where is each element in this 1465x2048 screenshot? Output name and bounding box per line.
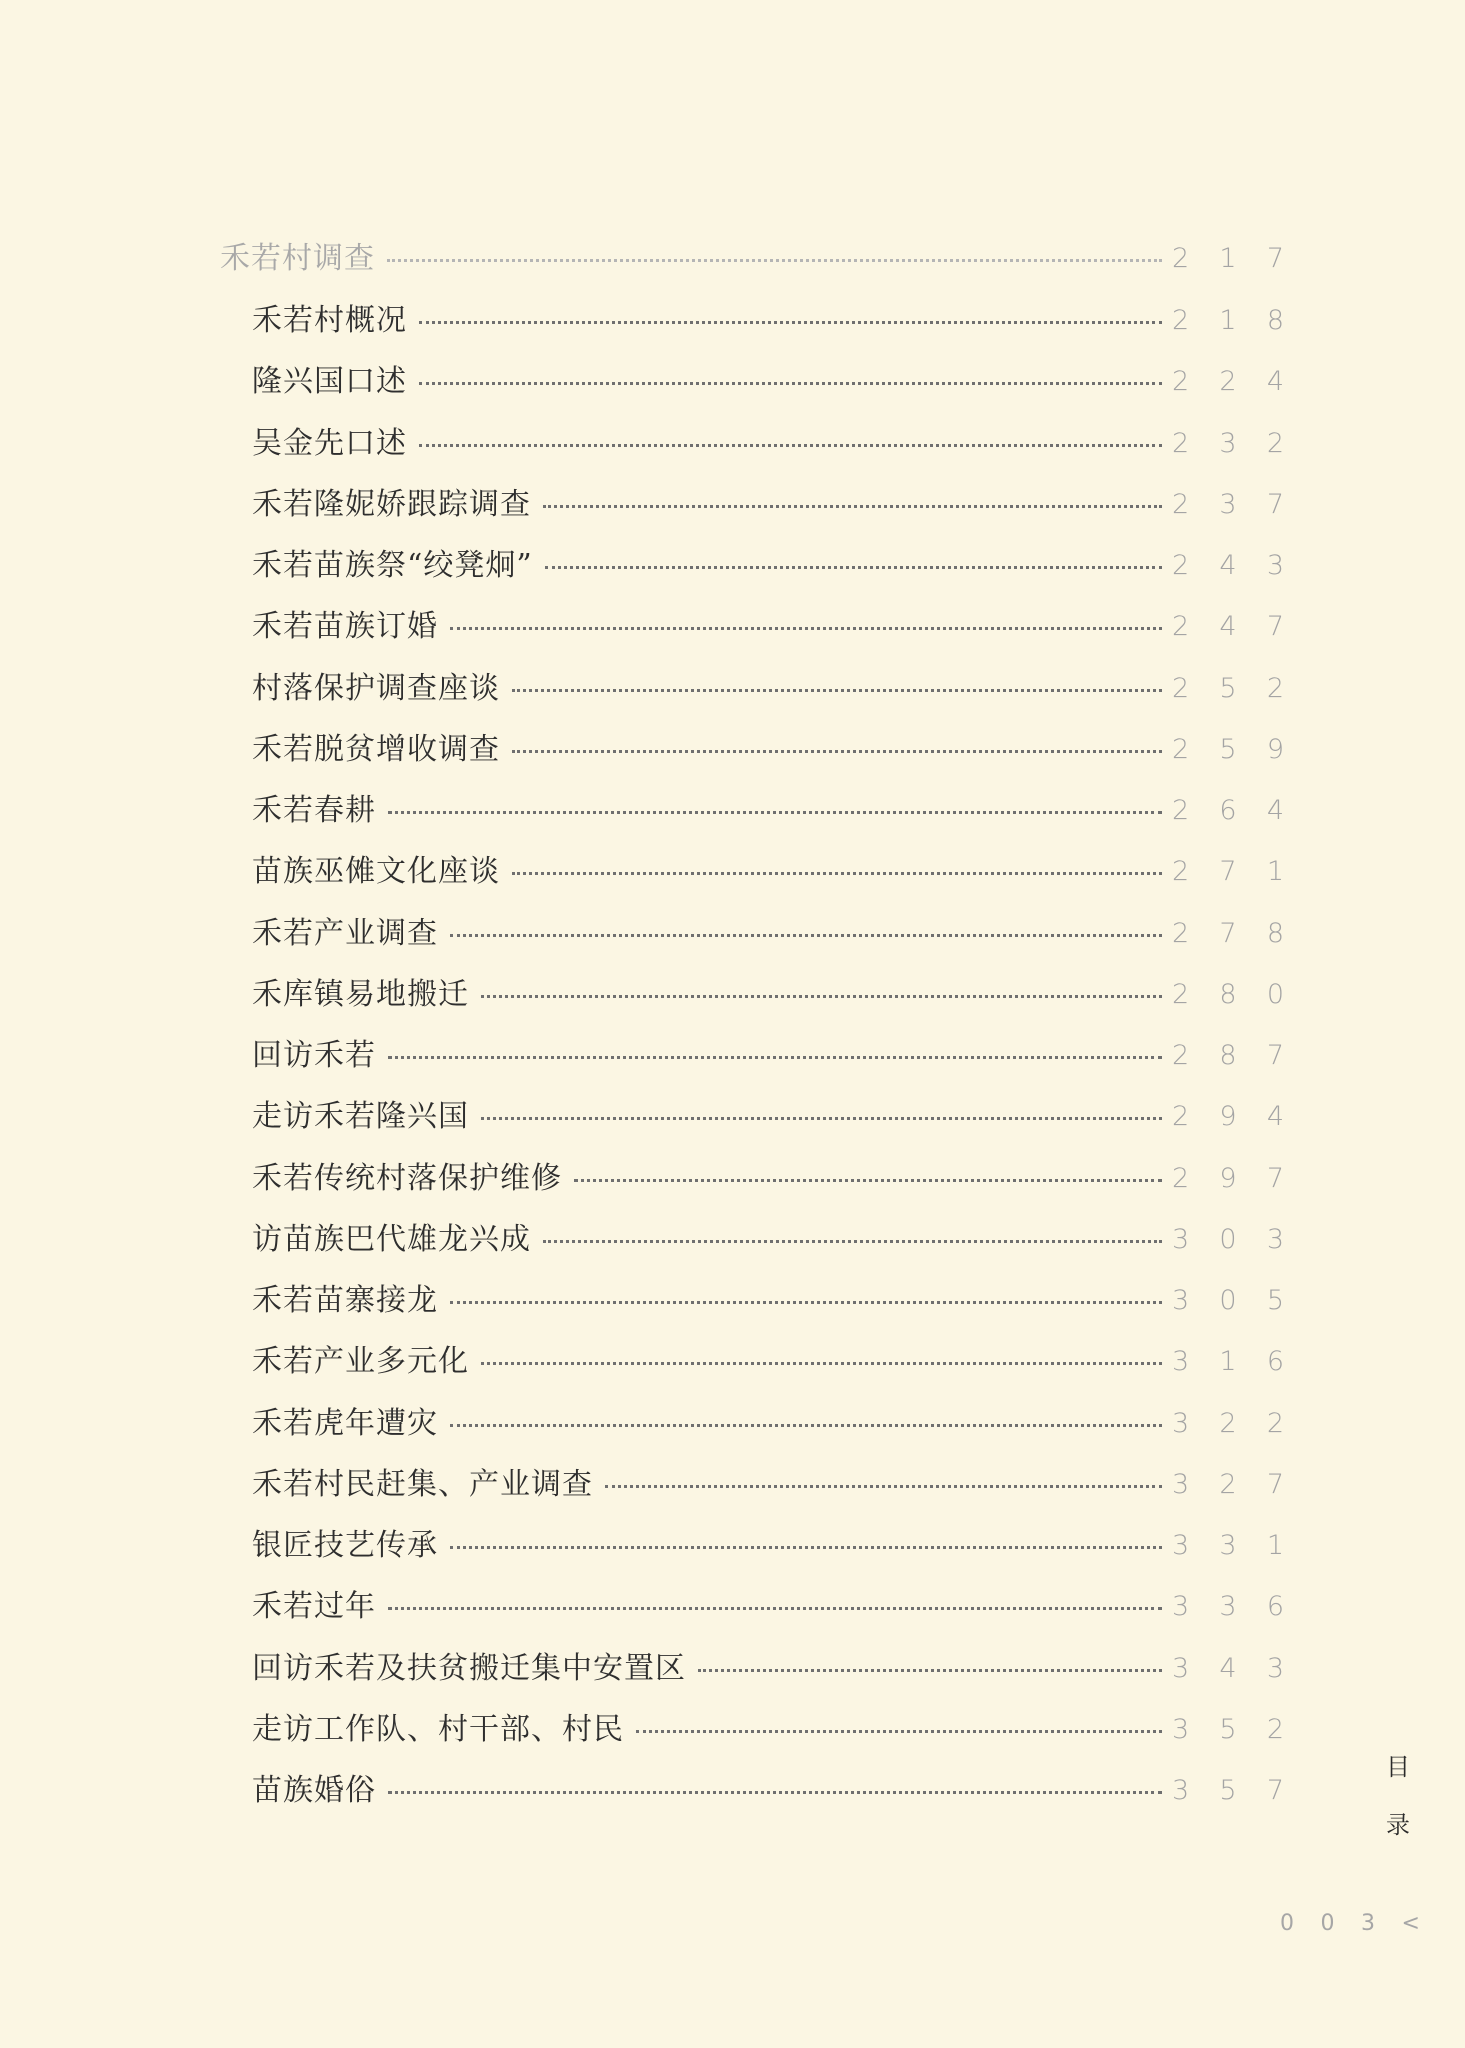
page-digit: 2	[1172, 1040, 1190, 1071]
toc-entry-title: 银匠技艺传承	[252, 1528, 438, 1563]
toc-entry-page	[1172, 970, 1284, 1020]
toc-entry-leader	[605, 1485, 1162, 1488]
toc-part-heading[interactable]	[0, 234, 1465, 284]
page-digit: 4	[1266, 366, 1284, 398]
page-digit: 9	[1219, 1162, 1237, 1194]
toc-entry[interactable]	[0, 1215, 1465, 1265]
page-digit: 6	[1266, 1346, 1284, 1378]
page-digit: 3	[1172, 1468, 1190, 1500]
side-label-char: 目	[1386, 1753, 1410, 1781]
page-digit: 8	[1266, 305, 1284, 336]
toc-entry-leader	[388, 1791, 1162, 1794]
page-digit: 2	[1172, 427, 1190, 459]
toc-entry-page	[1172, 1399, 1284, 1449]
toc-entry-leader	[450, 934, 1162, 937]
page-digit: 3	[1266, 1652, 1284, 1684]
page-digit: 1	[1266, 856, 1284, 888]
toc-entry-page	[1172, 1705, 1284, 1755]
toc-entry-page	[1172, 1766, 1284, 1816]
page-digit: 2	[1172, 611, 1190, 643]
page-digit: 5	[1219, 1775, 1237, 1806]
toc-entry-page	[1172, 1154, 1284, 1204]
page-digit: 2	[1172, 1101, 1190, 1133]
toc-entry-page	[1172, 664, 1284, 714]
toc-entry-page	[1172, 541, 1284, 591]
page-digit: 7	[1266, 488, 1284, 520]
toc-entry[interactable]	[0, 909, 1465, 959]
toc-entry-page	[1172, 847, 1284, 897]
toc-entry-leader	[450, 1424, 1162, 1427]
toc-part-heading-leader	[387, 259, 1162, 262]
page-digit: 5	[1219, 733, 1237, 765]
toc-entry-title: 禾若过年	[252, 1589, 376, 1625]
toc-entry-title: 禾若隆妮娇跟踪调查	[252, 486, 531, 522]
page-digit: 2	[1172, 1162, 1190, 1194]
toc-part-heading-page	[1172, 234, 1284, 284]
toc-entry-page	[1172, 602, 1284, 652]
page-digit: 3	[1172, 1530, 1190, 1561]
toc-entry-leader	[481, 995, 1162, 998]
toc-entry-title: 禾若苗寨接龙	[252, 1283, 438, 1318]
page-digit: 7	[1266, 243, 1284, 274]
page-digit: 3	[1172, 1346, 1190, 1378]
toc-entry[interactable]	[0, 847, 1465, 897]
toc-entry-leader	[481, 1117, 1162, 1120]
page-digit: 7	[1266, 1040, 1284, 1071]
folio-arrow-icon: <	[1401, 1911, 1420, 1936]
toc-entry-leader	[388, 811, 1162, 814]
toc-entry-leader	[512, 689, 1162, 692]
page-digit: 3	[1219, 1591, 1237, 1623]
toc-entry[interactable]	[0, 1582, 1465, 1632]
toc-entry-leader	[419, 321, 1162, 324]
page-digit: 5	[1219, 1713, 1237, 1745]
toc-entry-title: 回访禾若及扶贫搬迁集中安置区	[252, 1650, 686, 1686]
page-digit: 3	[1266, 550, 1284, 581]
side-label-contents	[1380, 1747, 1416, 1863]
toc-entry[interactable]	[0, 786, 1465, 836]
side-label-char: 录	[1386, 1811, 1410, 1839]
toc-entry-leader	[574, 1179, 1162, 1182]
toc-entry-page	[1172, 357, 1284, 407]
toc-entry-page	[1172, 1215, 1284, 1265]
toc-entry-title: 隆兴国口述	[252, 364, 407, 400]
toc-entry-leader	[450, 1546, 1162, 1549]
page-digit: 2	[1219, 1407, 1237, 1439]
page-digit: 3	[1219, 1530, 1237, 1561]
toc-entry-title: 回访禾若	[252, 1038, 376, 1073]
toc-entry-title: 禾若村民赶集、产业调查	[252, 1466, 593, 1502]
page-digit: 6	[1219, 795, 1237, 826]
page-digit: 0	[1219, 1223, 1237, 1255]
page-digit: 3	[1172, 1713, 1190, 1745]
toc-entry-title: 禾若村概况	[252, 303, 407, 338]
toc-entry[interactable]	[0, 1092, 1465, 1142]
page-digit: 1	[1219, 1346, 1237, 1378]
page-digit: 7	[1266, 611, 1284, 643]
toc-entry[interactable]	[0, 1705, 1465, 1755]
page-digit: 3	[1172, 1223, 1190, 1255]
toc-entry-title: 禾若春耕	[252, 793, 376, 828]
page-digit: 2	[1172, 305, 1190, 336]
toc-entry[interactable]	[0, 970, 1465, 1020]
folio-digit: 3	[1361, 1911, 1376, 1936]
page-digit: 0	[1266, 978, 1284, 1010]
page-digit: 3	[1266, 1223, 1284, 1255]
page-digit: 1	[1219, 243, 1237, 274]
toc-entry-title: 走访禾若隆兴国	[252, 1099, 469, 1135]
page-digit: 3	[1219, 488, 1237, 520]
toc-entry-page	[1172, 1460, 1284, 1510]
toc-entry[interactable]	[0, 1337, 1465, 1387]
page-digit: 2	[1172, 856, 1190, 888]
toc-entry-page	[1172, 1276, 1284, 1326]
toc-entry-leader	[543, 1240, 1162, 1243]
page-digit: 4	[1266, 1101, 1284, 1133]
page-digit: 2	[1172, 243, 1190, 274]
toc-entry-page	[1172, 1521, 1284, 1571]
page-folio	[1280, 1904, 1420, 1944]
page-digit: 3	[1172, 1775, 1190, 1806]
toc-entry-title: 村落保护调查座谈	[252, 670, 500, 706]
toc-entry-leader	[450, 1301, 1162, 1304]
page-digit: 5	[1219, 672, 1237, 704]
page-digit: 2	[1219, 1468, 1237, 1500]
toc-entry-page	[1172, 1644, 1284, 1694]
toc-entry-leader	[419, 382, 1162, 385]
folio-digit: 0	[1280, 1911, 1294, 1936]
page-digit: 3	[1172, 1591, 1190, 1623]
toc-entry[interactable]	[0, 602, 1465, 652]
page-digit: 2	[1266, 1407, 1284, 1439]
toc-entry-title: 禾若传统村落保护维修	[252, 1160, 562, 1196]
toc-entry-title: 禾若产业多元化	[252, 1344, 469, 1380]
toc-entry-title: 苗族巫傩文化座谈	[252, 854, 500, 890]
toc-entry-title: 禾若苗族祭“绞凳炯”	[252, 548, 533, 583]
page-digit: 2	[1172, 733, 1190, 765]
page-digit: 2	[1266, 1713, 1284, 1745]
toc-entry[interactable]	[0, 1766, 1465, 1816]
toc-entry[interactable]	[0, 1154, 1465, 1204]
page-digit: 7	[1266, 1162, 1284, 1194]
page-digit: 2	[1266, 672, 1284, 704]
page-digit: 2	[1172, 917, 1190, 949]
page-digit: 2	[1172, 978, 1190, 1010]
page-digit: 3	[1172, 1407, 1190, 1439]
toc-entry-title: 禾若产业调查	[252, 915, 438, 951]
page-digit: 6	[1266, 1591, 1284, 1623]
toc-entry-title: 禾库镇易地搬迁	[252, 976, 469, 1012]
page-digit: 9	[1266, 733, 1284, 765]
page-digit: 2	[1266, 427, 1284, 459]
page-digit: 2	[1172, 488, 1190, 520]
toc-entry-title: 走访工作队、村干部、村民	[252, 1711, 624, 1747]
toc-entry-title: 禾若脱贫增收调查	[252, 731, 500, 767]
page-digit: 8	[1219, 978, 1237, 1010]
page-digit: 3	[1172, 1652, 1190, 1684]
folio-digit: 0	[1320, 1911, 1335, 1936]
toc-entry-leader	[698, 1669, 1162, 1672]
toc-entry-title: 禾若虎年遭灾	[252, 1405, 438, 1441]
page-digit: 7	[1266, 1468, 1284, 1500]
toc-entry[interactable]	[0, 725, 1465, 775]
toc-entry-title: 禾若苗族订婚	[252, 609, 438, 645]
toc-entry-leader	[419, 444, 1162, 447]
toc-entry-leader	[388, 1607, 1162, 1610]
page-digit: 2	[1172, 672, 1190, 704]
toc-entry[interactable]	[0, 357, 1465, 407]
toc-entry-page	[1172, 1031, 1284, 1081]
toc-entry-title: 访苗族巴代雄龙兴成	[252, 1221, 531, 1257]
page-digit: 7	[1219, 917, 1237, 949]
toc-entry-leader	[388, 1056, 1162, 1059]
toc-entry[interactable]	[0, 1460, 1465, 1510]
page-digit: 4	[1219, 611, 1237, 643]
toc-entry[interactable]	[0, 664, 1465, 714]
toc-entry[interactable]	[0, 1644, 1465, 1694]
toc-entry[interactable]	[0, 1031, 1465, 1081]
page-digit: 1	[1219, 305, 1237, 336]
toc-entry-leader	[512, 750, 1162, 753]
toc-entry-leader	[636, 1730, 1162, 1733]
toc-entry[interactable]	[0, 1521, 1465, 1571]
toc-entry-page	[1172, 1582, 1284, 1632]
page-digit: 2	[1172, 550, 1190, 581]
toc-entry[interactable]	[0, 480, 1465, 530]
page-digit: 2	[1172, 366, 1190, 398]
toc-part-heading-title: 禾若村调查	[220, 241, 375, 276]
page-digit: 3	[1219, 427, 1237, 459]
toc-entry-page	[1172, 419, 1284, 469]
page-digit: 3	[1172, 1285, 1190, 1316]
page-digit: 0	[1219, 1285, 1237, 1316]
toc-entry-leader	[481, 1362, 1162, 1365]
page-digit: 4	[1219, 550, 1237, 581]
page-digit: 7	[1219, 856, 1237, 888]
page-digit: 2	[1219, 366, 1237, 398]
toc-entry-page	[1172, 1337, 1284, 1387]
toc-entry-page	[1172, 909, 1284, 959]
page-digit: 8	[1266, 917, 1284, 949]
toc-entry[interactable]	[0, 419, 1465, 469]
page-digit: 5	[1266, 1285, 1284, 1316]
page-digit: 4	[1219, 1652, 1237, 1684]
toc-entry[interactable]	[0, 1399, 1465, 1449]
toc-entry-leader	[545, 566, 1162, 569]
toc-entry-page	[1172, 725, 1284, 775]
toc-entry-page	[1172, 480, 1284, 530]
toc-entry-leader	[512, 872, 1162, 875]
toc-entry-page	[1172, 1092, 1284, 1142]
toc-entry-page	[1172, 786, 1284, 836]
page-digit: 7	[1266, 1775, 1284, 1806]
toc-entry-title: 苗族婚俗	[252, 1773, 376, 1808]
page-digit: 4	[1266, 795, 1284, 826]
page-digit: 9	[1219, 1101, 1237, 1133]
page-digit: 2	[1172, 795, 1190, 826]
page-digit: 8	[1219, 1040, 1237, 1071]
toc-entry-leader	[450, 627, 1162, 630]
page-digit: 1	[1266, 1530, 1284, 1561]
toc-entry-title: 吴金先口述	[252, 425, 407, 461]
toc-entry[interactable]	[0, 1276, 1465, 1326]
toc-entry-leader	[543, 505, 1162, 508]
toc-entry[interactable]	[0, 296, 1465, 346]
toc-entry[interactable]	[0, 541, 1465, 591]
toc-entry-page	[1172, 296, 1284, 346]
